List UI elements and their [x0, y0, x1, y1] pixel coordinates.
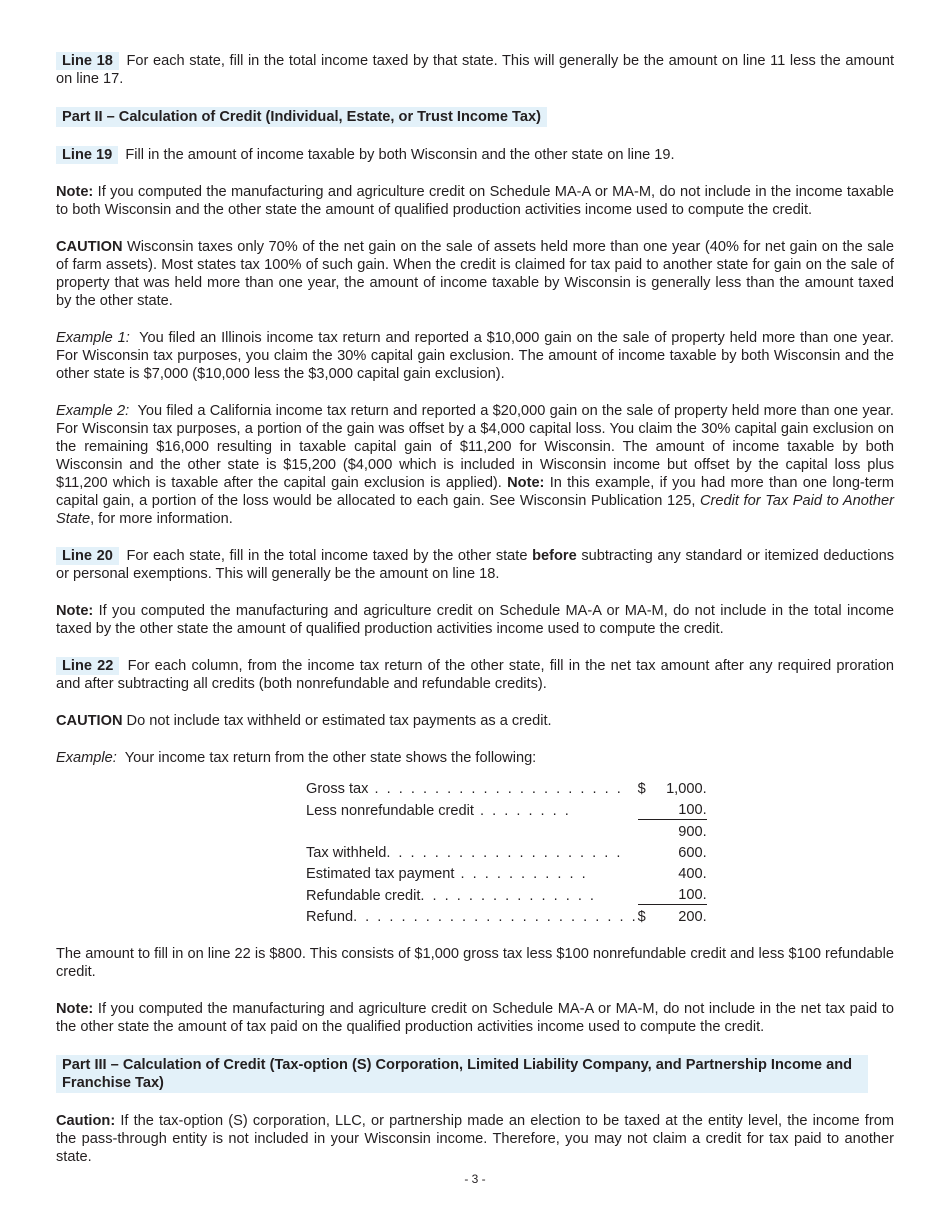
- example-1-label: Example 1:: [56, 330, 130, 346]
- example-2-paragraph: [56, 402, 894, 528]
- example-tax-table: [306, 777, 707, 926]
- note-1-label: Note:: [56, 184, 94, 200]
- row-dots: . . . . . . . . . . . . . . . . . . . .: [386, 845, 623, 861]
- table-row: [306, 841, 707, 862]
- caution-2-label: CAUTION: [56, 713, 123, 729]
- row-dollar: [638, 798, 652, 820]
- row-dots: . . . . . . . . . . .: [454, 866, 588, 882]
- row-dots: . . . . . . . . . . . . . . . . . . . . .: [368, 781, 623, 797]
- example-1-text: You filed an Illinois income tax return and reported a $10,000 gain on the sale of property held more than one year. For Wisconsin tax purposes, you claim the 30% capital gain exclusion. The amount of income taxable by both Wisconsin and the other state is $7,000 ($10,000 less the $3,000 capital gain exclusion).: [56, 330, 894, 382]
- example-2-tail: , for more information.: [90, 511, 233, 527]
- table-row: [306, 883, 707, 905]
- row-amount: 600.: [678, 845, 707, 861]
- line-20-paragraph: [56, 547, 894, 583]
- row-label: Estimated tax payment: [306, 866, 455, 882]
- caution-1-paragraph: [56, 238, 894, 310]
- example-2-note-text: In this example, if you had more than one long-term capital gain, a portion of the loss would be allocated to each gain. See Wisconsin Publication 125,: [56, 475, 894, 509]
- caution-3-paragraph: [56, 1112, 894, 1166]
- note-2-text: If you computed the manufacturing and agriculture credit on Schedule MA-A or MA-M, do not include in the total income taxed by the other state the amount of qualified production activities income used to compute the credit.: [56, 603, 895, 637]
- example-3-label: Example:: [56, 750, 117, 766]
- line-19-tag: Line 19: [56, 146, 118, 164]
- row-dollar: $: [637, 781, 646, 797]
- row-dollar: [638, 841, 652, 862]
- row-label: Gross tax: [306, 781, 369, 797]
- table-row: [306, 820, 707, 842]
- note-2-paragraph: [56, 602, 894, 638]
- line-19-paragraph: [56, 146, 894, 164]
- row-amount: 200.: [678, 909, 707, 925]
- row-label: Less nonrefundable credit: [306, 802, 474, 819]
- table-row: [306, 798, 707, 820]
- row-dollar: [638, 883, 652, 905]
- example-3-paragraph: [56, 749, 894, 767]
- note-1-paragraph: [56, 183, 894, 219]
- table-row: [306, 777, 707, 798]
- note-3-text: If you computed the manufacturing and agriculture credit on Schedule MA-A or MA-M, do not include in the net tax paid to the other state the amount of tax paid on the qualified production activities income used to compute the credit.: [56, 1001, 894, 1035]
- row-dollar: [638, 862, 652, 883]
- line-19-text: Fill in the amount of income taxable by both Wisconsin and the other state on line 19.: [125, 147, 675, 163]
- line-22-text: For each column, from the income tax return of the other state, fill in the net tax amount after any required proration and after subtracting all credits (both nonrefundable and refundable credits).: [56, 658, 894, 692]
- line-20-tag: Line 20: [56, 547, 119, 565]
- line-18-text: For each state, fill in the total income taxed by that state. This will generally be the amount on line 11 less the amount on line 17.: [56, 53, 895, 87]
- caution-2-paragraph: [56, 712, 894, 730]
- row-dots: . . . . . . . . . . . . . . . . . . . . . . . .: [353, 909, 638, 925]
- caution-3-label: Caution:: [56, 1113, 116, 1129]
- part-3-heading: Part III – Calculation of Credit (Tax-option (S) Corporation, Limited Liability Company, and Partnership Income and Franchise Tax): [56, 1055, 868, 1093]
- document-page: [56, 52, 894, 1185]
- row-dots: . . . . . . . .: [473, 802, 571, 819]
- amount-paragraph: The amount to fill in on line 22 is $800. This consists of $1,000 gross tax less $100 nonrefundable credit and less $100 refundable credit.: [56, 946, 894, 980]
- table-row: [306, 862, 707, 883]
- row-dollar: $: [637, 909, 646, 925]
- row-dots: . . . . . . . . . . . . . . .: [420, 887, 596, 904]
- line-22-tag: Line 22: [56, 657, 119, 675]
- part-2-heading: Part II – Calculation of Credit (Individual, Estate, or Trust Income Tax): [56, 107, 547, 127]
- example-1-paragraph: [56, 329, 894, 383]
- note-3-label: Note:: [56, 1001, 94, 1017]
- caution-3-text: If the tax-option (S) corporation, LLC, or partnership made an election to be taxed at the entity level, the income from the pass-through entity is not included in your Wisconsin income. Therefore, you may not claim a credit for tax paid to another state.: [56, 1113, 894, 1165]
- row-label: Refundable credit: [306, 887, 421, 904]
- example-2-text: You filed a California income tax return and reported a $20,000 gain on the sale of property held more than one year. For Wisconsin tax purposes, a portion of the gain was offset by a $4,000 capital loss. You claim the 30% capital gain exclusion on the remaining $16,000 resulting in taxable capital gain of $11,200 for Wisconsin. The amount of income taxable by both Wisconsin and the other state is $15,200 ($4,000 which is included in Wisconsin income but offset by the capital loss plus $11,200 which is taxable after the capital gain exclusion is applied).: [56, 403, 894, 491]
- row-amount: 900.: [678, 824, 707, 840]
- table-row: [306, 905, 707, 927]
- caution-1-text: Wisconsin taxes only 70% of the net gain on the sale of assets held more than one year (40% for net gain on the sale of farm assets). Most states tax 100% of such gain. When the credit is claimed for tax paid to another state for gain on the sale of property that was held more than one year, the amount of income taxable by Wisconsin is generally less than the amount taxed by the other state.: [56, 239, 894, 309]
- caution-2-text: Do not include tax withheld or estimated tax payments as a credit.: [126, 713, 552, 729]
- row-dollar: [638, 820, 652, 842]
- row-label: Refund: [306, 909, 354, 925]
- caution-1-label: CAUTION: [56, 239, 123, 255]
- note-2-label: Note:: [56, 603, 94, 619]
- line-20-text-b: subtracting any standard or itemized deductions or personal exemptions. This will generally be the amount on line 18.: [56, 548, 895, 582]
- row-amount: 400.: [678, 866, 707, 882]
- line-18-tag: Line 18: [56, 52, 119, 70]
- note-3-paragraph: [56, 1000, 894, 1036]
- example-2-note-label: Note:: [507, 475, 545, 491]
- row-amount: 100.: [652, 798, 707, 820]
- row-label: Tax withheld: [306, 845, 387, 861]
- example-3-text: Your income tax return from the other state shows the following:: [124, 750, 537, 766]
- line-22-paragraph: [56, 657, 894, 693]
- line-18-paragraph: [56, 52, 894, 88]
- row-amount: 100.: [652, 883, 707, 905]
- publication-title: Credit for Tax Paid to Another State: [56, 493, 894, 527]
- note-1-text: If you computed the manufacturing and agriculture credit on Schedule MA-A or MA-M, do not include in the income taxable to both Wisconsin and the other state the amount of qualified production activities income used to compute the credit.: [56, 184, 894, 218]
- line-20-bold: before: [532, 548, 577, 564]
- line-20-text-a: For each state, fill in the total income taxed by the other state: [126, 548, 528, 564]
- page-number: - 3 -: [464, 1172, 486, 1186]
- example-2-label: Example 2:: [56, 403, 130, 419]
- row-amount: 1,000.: [666, 781, 707, 797]
